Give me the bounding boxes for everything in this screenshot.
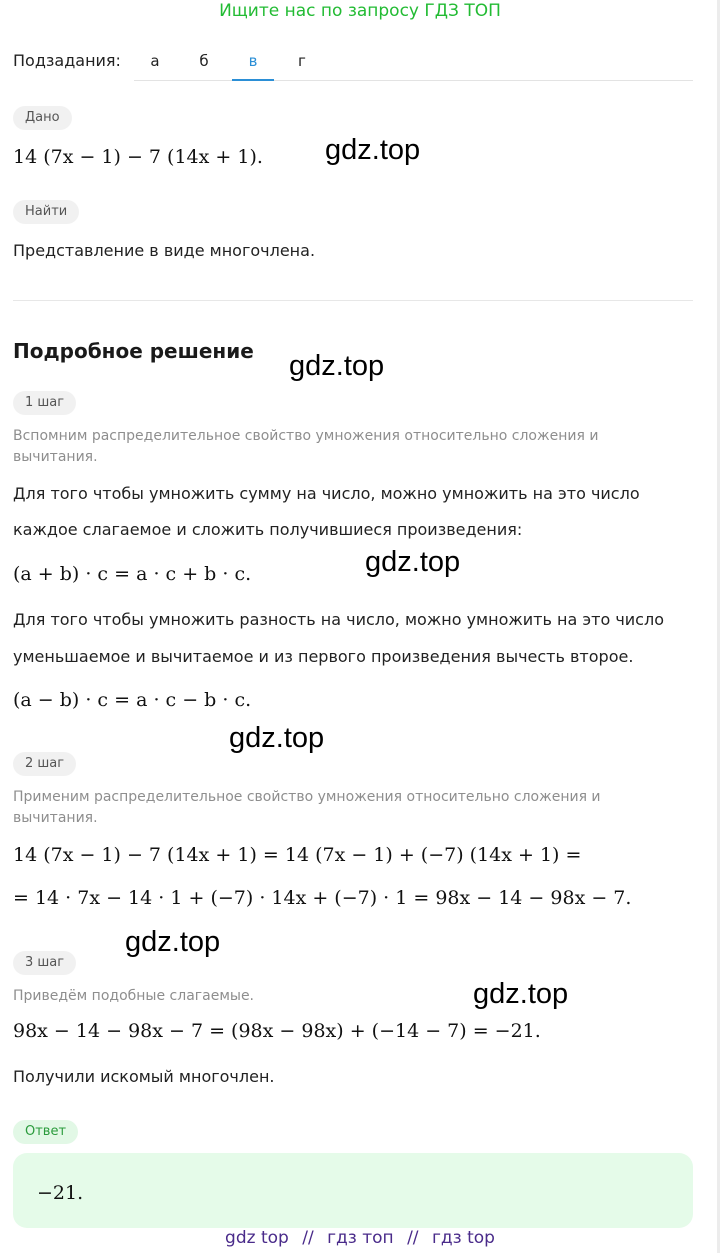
step2-formula2: = 14 · 7x − 14 · 1 + (−7) · 14x + (−7) · 1 = 98x − 14 − 98x − 7. bbox=[13, 887, 632, 909]
answer-box bbox=[13, 1153, 693, 1228]
step1-formula2: (a − b) · c = a · c − b · c. bbox=[13, 689, 252, 711]
answer-chip: Ответ bbox=[13, 1120, 78, 1144]
footer-link[interactable]: гдз top bbox=[431, 1228, 495, 1248]
step3-conclusion: Получили искомый многочлен. bbox=[13, 1067, 275, 1086]
step1-line4: уменьшаемое и вычитаемое и из первого произведения вычесть второе. bbox=[13, 647, 634, 666]
step2-hint: Применим распределительное свойство умножения относительно сложения и вычитания. bbox=[13, 789, 601, 826]
step3-hint: Приведём подобные слагаемые. bbox=[13, 988, 255, 1004]
find-chip: Найти bbox=[13, 200, 79, 224]
step1-line2: каждое слагаемое и сложить получившиеся произведения: bbox=[13, 520, 523, 539]
footer-separator: // bbox=[407, 1228, 419, 1248]
step1-formula1: (a + b) · c = a · c + b · c. bbox=[13, 563, 252, 585]
given-chip: Дано bbox=[13, 106, 72, 130]
step1-hint: Вспомним распределительное свойство умножения относительно сложения и вычитания. bbox=[13, 428, 599, 465]
watermark: gdz.top bbox=[473, 978, 569, 1010]
step3-formula: 98x − 14 − 98x − 7 = (98x − 98x) + (−14 − 7) = −21. bbox=[13, 1020, 541, 1042]
given-expression: 14 (7x − 1) − 7 (14x + 1). bbox=[13, 146, 263, 168]
solution-title: Подробное решение bbox=[13, 339, 254, 363]
subtasks-bar bbox=[13, 50, 693, 82]
tab-a[interactable]: а bbox=[150, 52, 160, 70]
watermark: gdz.top bbox=[365, 546, 461, 578]
answer-value: −21. bbox=[37, 1182, 84, 1204]
step1-line3: Для того чтобы умножить разность на число, можно умножить на это число bbox=[13, 610, 664, 629]
step3-chip: 3 шаг bbox=[13, 951, 76, 975]
watermark: gdz.top bbox=[289, 350, 385, 382]
footer-link[interactable]: гдз топ bbox=[327, 1228, 394, 1248]
tab-b[interactable]: б bbox=[199, 52, 209, 70]
step2-chip: 2 шаг bbox=[13, 752, 76, 776]
footer-links bbox=[0, 1226, 720, 1250]
divider bbox=[13, 300, 693, 301]
footer-separator: // bbox=[302, 1228, 314, 1248]
tab-g[interactable]: г bbox=[298, 52, 306, 70]
step2-formula1: 14 (7x − 1) − 7 (14x + 1) = 14 (7x − 1) + (−7) (14x + 1) = bbox=[13, 844, 582, 866]
step1-chip: 1 шаг bbox=[13, 391, 76, 415]
footer-link[interactable]: gdz top bbox=[225, 1228, 289, 1248]
find-text: Представление в виде многочлена. bbox=[13, 241, 316, 260]
watermark: gdz.top bbox=[229, 722, 325, 754]
subtasks-tabs bbox=[134, 50, 693, 81]
search-banner: Ищите нас по запросу ГДЗ ТОП bbox=[219, 1, 501, 21]
step1-line1: Для того чтобы умножить сумму на число, можно умножить на это число bbox=[13, 484, 640, 503]
watermark: gdz.top bbox=[125, 926, 221, 958]
subtasks-label: Подзадания: bbox=[13, 51, 121, 70]
watermark: gdz.top bbox=[325, 134, 421, 166]
tab-v[interactable]: в bbox=[232, 50, 274, 81]
